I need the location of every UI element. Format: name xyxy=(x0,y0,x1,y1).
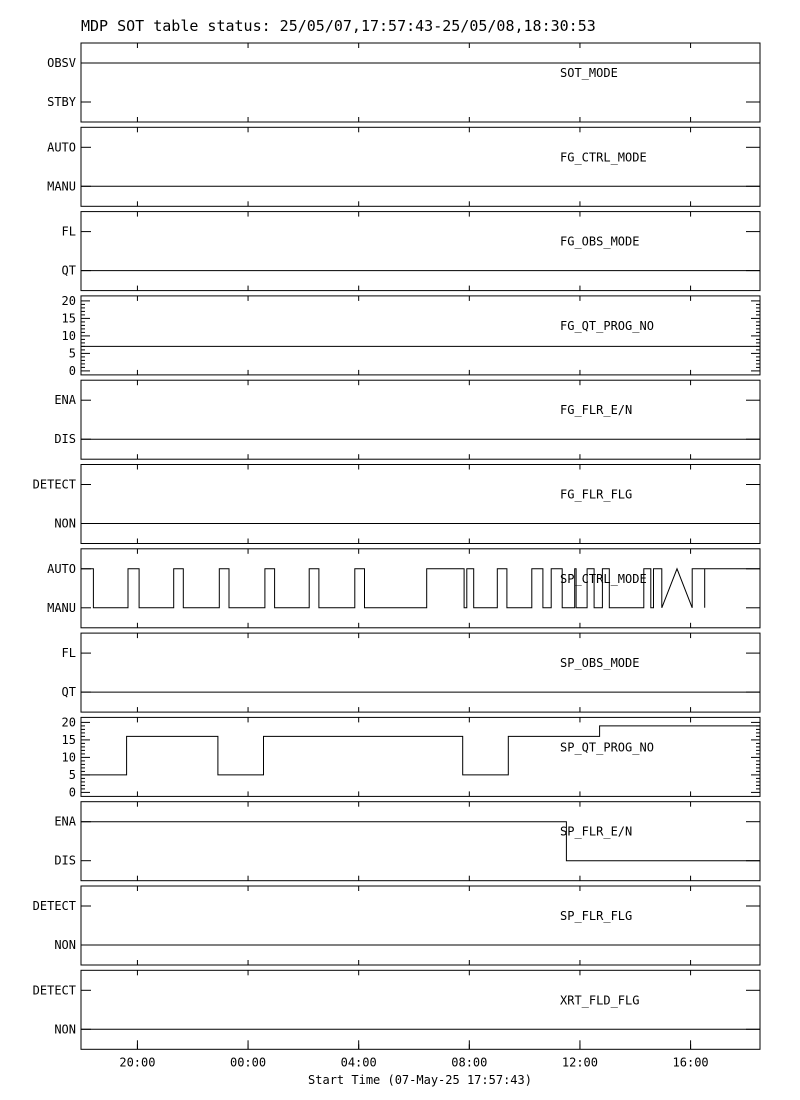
y-tick-label: FL xyxy=(61,224,76,239)
y-tick-label: OBSV xyxy=(47,56,76,70)
panel-label: SP_FLR_FLG xyxy=(560,909,633,923)
panel-frame xyxy=(81,465,760,544)
panel-fg-flr-e-n xyxy=(54,380,760,459)
panel-frame xyxy=(81,296,760,375)
y-tick-label: QT xyxy=(61,685,76,700)
panel-frame xyxy=(81,380,760,459)
panel-frame xyxy=(81,127,760,206)
panel-sp-ctrl-mode xyxy=(47,549,760,628)
panel-sp-flr-e-n xyxy=(54,802,760,881)
panel-label: SOT_MODE xyxy=(560,66,618,80)
panel-label: SP_OBS_MODE xyxy=(560,656,640,671)
panel-label: SP_QT_PROG_NO xyxy=(560,740,654,755)
y-tick-label: 15 xyxy=(61,311,76,326)
y-tick-label: NON xyxy=(54,938,76,952)
panel-label: FG_OBS_MODE xyxy=(560,234,640,249)
y-tick-label: 10 xyxy=(61,750,76,765)
panel-frame xyxy=(81,43,760,122)
y-tick-label: FL xyxy=(61,646,76,661)
y-tick-label: AUTO xyxy=(47,561,76,576)
panel-frame xyxy=(81,717,760,796)
x-tick-label: 16:00 xyxy=(672,1055,709,1070)
y-tick-label: DETECT xyxy=(32,983,76,998)
x-tick-label: 04:00 xyxy=(340,1055,377,1070)
panel-label: SP_CTRL_MODE xyxy=(560,571,647,586)
x-tick-label: 12:00 xyxy=(561,1055,599,1070)
series-line-sp-flr-e-n xyxy=(81,822,760,861)
panel-label: FG_FLR_E/N xyxy=(560,403,633,418)
panel-frame xyxy=(81,212,760,291)
y-tick-label: ENA xyxy=(54,393,76,408)
x-tick-label: 08:00 xyxy=(451,1055,488,1070)
panel-label: FG_FLR_FLG xyxy=(560,487,633,502)
panel-frame xyxy=(81,802,760,881)
y-tick-label: DETECT xyxy=(32,899,76,913)
y-tick-label: 20 xyxy=(61,715,76,730)
y-tick-label: MANU xyxy=(47,179,76,194)
y-tick-label: 0 xyxy=(68,785,76,800)
panel-frame xyxy=(81,633,760,712)
panel-sp-obs-mode xyxy=(62,633,760,712)
panel-frame xyxy=(81,886,760,965)
y-tick-label: 5 xyxy=(68,346,76,361)
y-tick-label: 0 xyxy=(68,363,76,378)
panel-fg-ctrl-mode xyxy=(47,127,760,206)
panel-fg-obs-mode xyxy=(62,212,760,291)
y-tick-label: NON xyxy=(54,1022,76,1037)
panel-sp-flr-flg xyxy=(33,886,760,965)
panel-label: XRT_FLD_FLG xyxy=(560,993,640,1008)
panel-label: FG_CTRL_MODE xyxy=(560,150,647,165)
y-tick-label: DIS xyxy=(54,432,76,447)
panel-fg-flr-flg xyxy=(33,465,760,544)
x-tick-label: 00:00 xyxy=(229,1055,267,1070)
y-tick-label: 10 xyxy=(61,328,76,343)
panel-sp-qt-prog-no xyxy=(62,715,760,799)
panel-sot-mode xyxy=(47,43,760,122)
panel-frame xyxy=(81,970,760,1049)
y-tick-label: AUTO xyxy=(47,140,76,155)
x-tick-label: 20:00 xyxy=(119,1055,156,1070)
panel-xrt-fld-flg xyxy=(33,970,760,1049)
y-tick-label: 5 xyxy=(68,767,76,782)
x-axis xyxy=(119,1040,708,1069)
y-tick-label: STBY xyxy=(47,95,76,109)
series-line-sp-qt-prog-no xyxy=(81,726,760,775)
chart-title: MDP SOT table status: 25/05/07,17:57:43-25/05/08,18:30:53 xyxy=(81,17,596,35)
y-tick-label: ENA xyxy=(54,814,76,829)
panel-label: SP_FLR_E/N xyxy=(560,824,633,839)
panels-group xyxy=(33,43,760,1049)
y-tick-label: QT xyxy=(61,263,76,278)
y-tick-label: DETECT xyxy=(32,477,76,492)
y-tick-label: NON xyxy=(54,516,76,531)
y-tick-label: 15 xyxy=(61,732,76,747)
series-line-sp-ctrl-mode xyxy=(81,569,760,608)
panel-fg-qt-prog-no xyxy=(62,294,760,378)
y-tick-label: 20 xyxy=(61,293,76,308)
x-axis-label: Start Time (07-May-25 17:57:43) xyxy=(308,1073,532,1087)
y-tick-label: MANU xyxy=(47,600,76,615)
y-tick-label: DIS xyxy=(54,853,76,868)
panel-label: FG_QT_PROG_NO xyxy=(560,318,654,333)
